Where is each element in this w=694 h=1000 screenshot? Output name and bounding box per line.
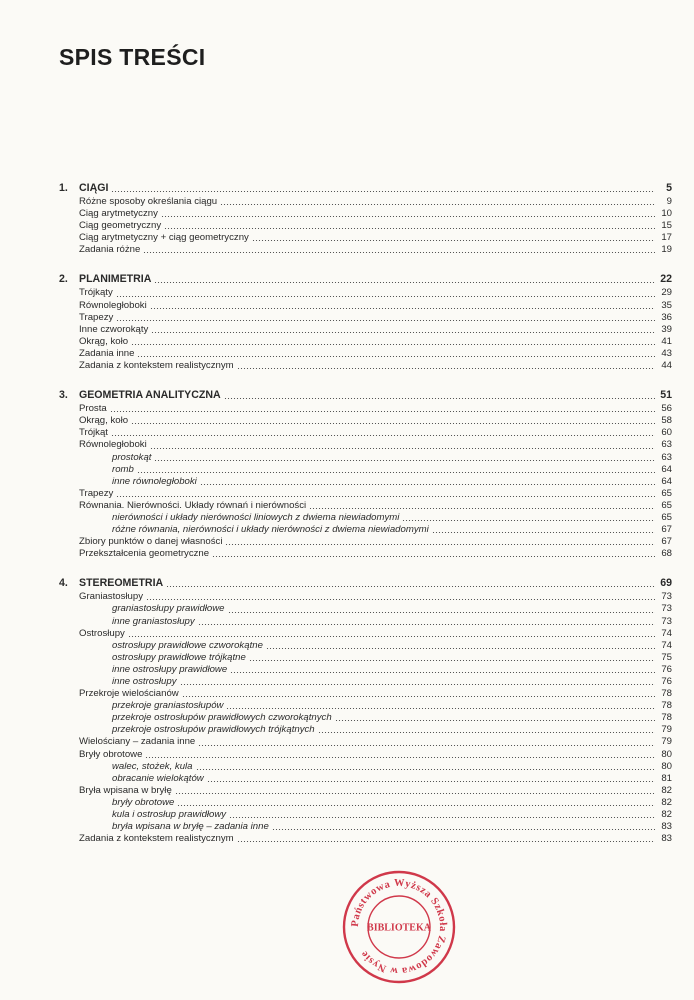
toc-subsection-entry[interactable]: [59, 712, 672, 724]
entry-label: Trójkąt: [79, 427, 108, 439]
dot-leader: [145, 757, 655, 758]
entry-label: Ostrosłupy: [79, 627, 125, 639]
entry-label: Równoległoboki: [79, 299, 147, 311]
toc-section-entry[interactable]: [59, 300, 672, 312]
dot-leader: [230, 672, 655, 673]
dot-leader: [116, 496, 655, 497]
entry-page-number: 29: [661, 287, 672, 299]
toc-subsection-entry[interactable]: [59, 603, 672, 615]
entry-label: Trapezy: [79, 487, 114, 499]
toc-subsection-entry[interactable]: [59, 452, 672, 464]
dot-leader: [154, 282, 655, 283]
entry-page-number: 73: [661, 603, 672, 615]
entry-page-number: 36: [661, 311, 672, 323]
entry-page-number: 83: [661, 833, 672, 845]
toc-section-entry[interactable]: [59, 208, 672, 220]
toc-subsection-entry[interactable]: [59, 652, 672, 664]
entry-label: inne graniastosłupy: [112, 615, 195, 627]
dot-leader: [220, 204, 655, 205]
entry-page-number: 78: [661, 700, 672, 712]
chapter-page-number: 5: [666, 182, 672, 194]
entry-page-number: 79: [661, 736, 672, 748]
dot-leader: [137, 356, 655, 357]
dot-leader: [237, 368, 655, 369]
entry-label: nierówności i układy nierówności liniowych z dwiema niewiadomymi: [112, 511, 400, 523]
page-title: SPIS TREŚCI: [59, 44, 206, 70]
entry-label: romb: [112, 463, 134, 475]
entry-page-number: 19: [661, 244, 672, 256]
dot-leader: [228, 612, 655, 613]
entry-label: Trapezy: [79, 311, 114, 323]
entry-page-number: 80: [661, 760, 672, 772]
toc-chapter-heading[interactable]: [59, 388, 672, 402]
dot-leader: [198, 745, 655, 746]
dot-leader: [161, 216, 655, 217]
dot-leader: [266, 648, 655, 649]
chapter-number: 2.: [59, 273, 68, 286]
toc-section-entry[interactable]: [59, 287, 672, 299]
toc-subsection-entry[interactable]: [59, 476, 672, 488]
entry-label: Ciąg arytmetyczny + ciąg geometryczny: [79, 232, 249, 244]
toc-section-entry[interactable]: [59, 591, 672, 603]
entry-page-number: 44: [661, 360, 672, 372]
entry-label: Równoległoboki: [79, 439, 147, 451]
toc-section-entry[interactable]: [59, 220, 672, 232]
dot-leader: [131, 423, 655, 424]
toc-subsection-entry[interactable]: [59, 524, 672, 536]
dot-leader: [272, 829, 655, 830]
entry-label: ostrosłupy prawidłowe czworokątne: [112, 639, 263, 651]
library-stamp-icon: [340, 868, 458, 986]
entry-page-number: 67: [661, 536, 672, 548]
toc-chapter-heading[interactable]: [59, 181, 672, 195]
entry-page-number: 73: [661, 591, 672, 603]
dot-leader: [182, 696, 655, 697]
chapter-page-number: 69: [660, 577, 672, 590]
entry-label: prostokąt: [112, 451, 152, 463]
entry-label: Prosta: [79, 403, 107, 415]
entry-label: Zadania różne: [79, 244, 141, 256]
entry-page-number: 73: [661, 615, 672, 627]
entry-label: Przekroje wielościanów: [79, 688, 179, 700]
entry-label: Przekształcenia geometryczne: [79, 548, 210, 560]
entry-label: graniastosłupy prawidłowe: [112, 603, 225, 615]
toc-section-entry[interactable]: [59, 360, 672, 372]
dot-leader: [229, 817, 655, 818]
entry-label: kula i ostrosłup prawidłowy: [112, 809, 227, 821]
dot-leader: [151, 332, 655, 333]
toc-subsection-entry[interactable]: [59, 773, 672, 785]
entry-page-number: 10: [661, 208, 672, 220]
entry-label: obracanie wielokątów: [112, 772, 204, 784]
dot-leader: [116, 296, 655, 297]
toc-subsection-entry[interactable]: [59, 761, 672, 773]
entry-label: ostrosłupy prawidłowe trójkątne: [112, 651, 246, 663]
toc-subsection-entry[interactable]: [59, 640, 672, 652]
dot-leader: [225, 544, 655, 545]
entry-label: Różne sposoby określania ciągu: [79, 196, 218, 207]
dot-leader: [166, 586, 655, 587]
dot-leader: [198, 624, 655, 625]
toc-chapter: [59, 272, 672, 372]
entry-label: walec, stożek, kula: [112, 760, 193, 772]
entry-page-number: 56: [661, 403, 672, 415]
toc-section-entry[interactable]: [59, 348, 672, 360]
dot-leader: [131, 344, 655, 345]
toc-subsection-entry[interactable]: [59, 464, 672, 476]
entry-page-number: 63: [661, 439, 672, 451]
dot-leader: [111, 191, 655, 192]
entry-page-number: 83: [661, 821, 672, 833]
dot-leader: [164, 228, 655, 229]
toc-section-entry[interactable]: [59, 312, 672, 324]
dot-leader: [224, 398, 655, 399]
entry-page-number: 82: [661, 809, 672, 821]
dot-leader: [150, 308, 655, 309]
entry-label: bryły obrotowe: [112, 796, 175, 808]
chapter-title: STEREOMETRIA: [79, 577, 164, 590]
entry-page-number: 68: [661, 548, 672, 560]
entry-label: Okrąg, koło: [79, 415, 129, 427]
entry-label: Wielościany – zadania inne: [79, 736, 196, 748]
stamp-center-text: BIBLIOTEKA: [367, 922, 431, 934]
chapter-page-number: 22: [660, 273, 672, 286]
toc-section-entry[interactable]: [59, 415, 672, 427]
dot-leader: [128, 636, 655, 637]
dot-leader: [212, 556, 655, 557]
dot-leader: [207, 781, 655, 782]
toc-section-entry[interactable]: [59, 785, 672, 797]
dot-leader: [249, 660, 655, 661]
dot-leader: [111, 435, 655, 436]
toc-section-entry[interactable]: [59, 628, 672, 640]
toc-subsection-entry[interactable]: [59, 821, 672, 833]
entry-page-number: 64: [661, 463, 672, 475]
entry-label: Bryły obrotowe: [79, 748, 143, 760]
dot-leader: [335, 720, 655, 721]
entry-label: bryła wpisana w bryłę – zadania inne: [112, 821, 269, 833]
entry-label: Graniastosłupy: [79, 591, 143, 603]
toc-section-entry[interactable]: [59, 488, 672, 500]
entry-page-number: 9: [666, 196, 672, 207]
entry-label: przekroje ostrosłupów prawidłowych trójkątnych: [112, 724, 315, 736]
entry-label: Zadania inne: [79, 347, 135, 359]
entry-page-number: 67: [661, 524, 672, 536]
entry-page-number: 75: [661, 651, 672, 663]
dot-leader: [237, 841, 655, 842]
dot-leader: [309, 508, 655, 509]
toc-chapter-heading[interactable]: [59, 272, 672, 286]
entry-label: Równania. Nierówności. Układy równań i nierówności: [79, 499, 307, 511]
toc-subsection-entry[interactable]: [59, 676, 672, 688]
toc-subsection-entry[interactable]: [59, 724, 672, 736]
entry-page-number: 64: [661, 475, 672, 487]
toc-chapter: [59, 576, 672, 845]
entry-label: Okrąg, koło: [79, 335, 129, 347]
entry-label: Ciąg arytmetyczny: [79, 208, 158, 220]
dot-leader: [146, 599, 655, 600]
chapter-title: GEOMETRIA ANALITYCZNA: [79, 389, 221, 402]
dot-leader: [432, 532, 655, 533]
dot-leader: [150, 448, 655, 449]
dot-leader: [110, 411, 655, 412]
entry-label: inne równoległoboki: [112, 475, 197, 487]
entry-page-number: 82: [661, 796, 672, 808]
toc-section-entry[interactable]: [59, 749, 672, 761]
toc-section-entry[interactable]: [59, 833, 672, 845]
entry-page-number: 58: [661, 415, 672, 427]
entry-label: Ciąg geometryczny: [79, 220, 162, 232]
chapter-number: 1.: [59, 182, 68, 194]
toc-section-entry[interactable]: [59, 244, 672, 256]
entry-page-number: 17: [661, 232, 672, 244]
dot-leader: [175, 793, 655, 794]
entry-page-number: 63: [661, 451, 672, 463]
chapter-number: 4.: [59, 577, 68, 590]
entry-page-number: 39: [661, 323, 672, 335]
toc-subsection-entry[interactable]: [59, 512, 672, 524]
dot-leader: [143, 252, 655, 253]
toc-section-entry[interactable]: [59, 427, 672, 439]
dot-leader: [402, 520, 655, 521]
entry-page-number: 65: [661, 499, 672, 511]
toc-subsection-entry[interactable]: [59, 797, 672, 809]
entry-page-number: 35: [661, 299, 672, 311]
dot-leader: [180, 684, 655, 685]
entry-page-number: 60: [661, 427, 672, 439]
entry-page-number: 41: [661, 335, 672, 347]
entry-label: Zadania z kontekstem realistycznym: [79, 833, 234, 845]
entry-page-number: 81: [661, 772, 672, 784]
toc-chapter: [59, 181, 672, 256]
toc-subsection-entry[interactable]: [59, 664, 672, 676]
dot-leader: [154, 460, 655, 461]
toc-section-entry[interactable]: [59, 403, 672, 415]
entry-page-number: 76: [661, 676, 672, 687]
entry-label: Bryła wpisana w bryłę: [79, 784, 172, 796]
entry-page-number: 43: [661, 347, 672, 359]
toc-section-entry[interactable]: [59, 736, 672, 748]
toc-section-entry[interactable]: [59, 232, 672, 244]
toc-section-entry[interactable]: [59, 548, 672, 560]
entry-label: Zadania z kontekstem realistycznym: [79, 360, 234, 372]
table-of-contents: [59, 181, 672, 861]
chapter-number: 3.: [59, 389, 68, 402]
entry-page-number: 65: [661, 487, 672, 499]
entry-label: Zbiory punktów o danej własności: [79, 536, 223, 548]
entry-page-number: 78: [661, 712, 672, 724]
entry-page-number: 74: [661, 627, 672, 639]
entry-page-number: 65: [661, 511, 672, 523]
toc-subsection-entry[interactable]: [59, 616, 672, 628]
dot-leader: [177, 805, 655, 806]
entry-page-number: 76: [661, 663, 672, 675]
dot-leader: [200, 484, 655, 485]
entry-page-number: 15: [661, 220, 672, 232]
dot-leader: [226, 708, 655, 709]
dot-leader: [137, 472, 655, 473]
entry-page-number: 79: [661, 724, 672, 736]
toc-section-entry[interactable]: [59, 439, 672, 451]
entry-label: Trójkąty: [79, 287, 113, 299]
toc-section-entry[interactable]: [59, 336, 672, 348]
entry-label: przekroje graniastosłupów: [112, 700, 224, 712]
toc-subsection-entry[interactable]: [59, 809, 672, 821]
toc-section-entry[interactable]: [59, 500, 672, 512]
toc-section-entry[interactable]: [59, 196, 672, 208]
dot-leader: [318, 732, 655, 733]
dot-leader: [196, 769, 655, 770]
dot-leader: [116, 320, 655, 321]
entry-page-number: 82: [661, 784, 672, 796]
toc-section-entry[interactable]: [59, 324, 672, 336]
dot-leader: [252, 240, 655, 241]
entry-page-number: 74: [661, 639, 672, 651]
entry-label: Inne czworokąty: [79, 323, 149, 335]
toc-section-entry[interactable]: [59, 536, 672, 548]
toc-chapter: [59, 388, 672, 560]
entry-label: przekroje ostrosłupów prawidłowych czworokątnych: [112, 712, 332, 724]
entry-label: różne równania, nierówności i układy nierówności z dwiema niewiadomymi: [112, 524, 429, 536]
stamp-ring-text: Państwowa Wyższa Szkoła Zawodowa w Nysie: [349, 877, 449, 977]
entry-label: inne ostrosłupy prawidłowe: [112, 663, 228, 675]
chapter-page-number: 51: [660, 389, 672, 402]
toc-section-entry[interactable]: [59, 688, 672, 700]
toc-subsection-entry[interactable]: [59, 700, 672, 712]
toc-chapter-heading[interactable]: [59, 576, 672, 590]
chapter-title: CIĄGI: [79, 182, 109, 194]
chapter-title: PLANIMETRIA: [79, 273, 152, 286]
entry-page-number: 78: [661, 688, 672, 700]
entry-label: inne ostrosłupy: [112, 676, 177, 687]
entry-page-number: 80: [661, 748, 672, 760]
